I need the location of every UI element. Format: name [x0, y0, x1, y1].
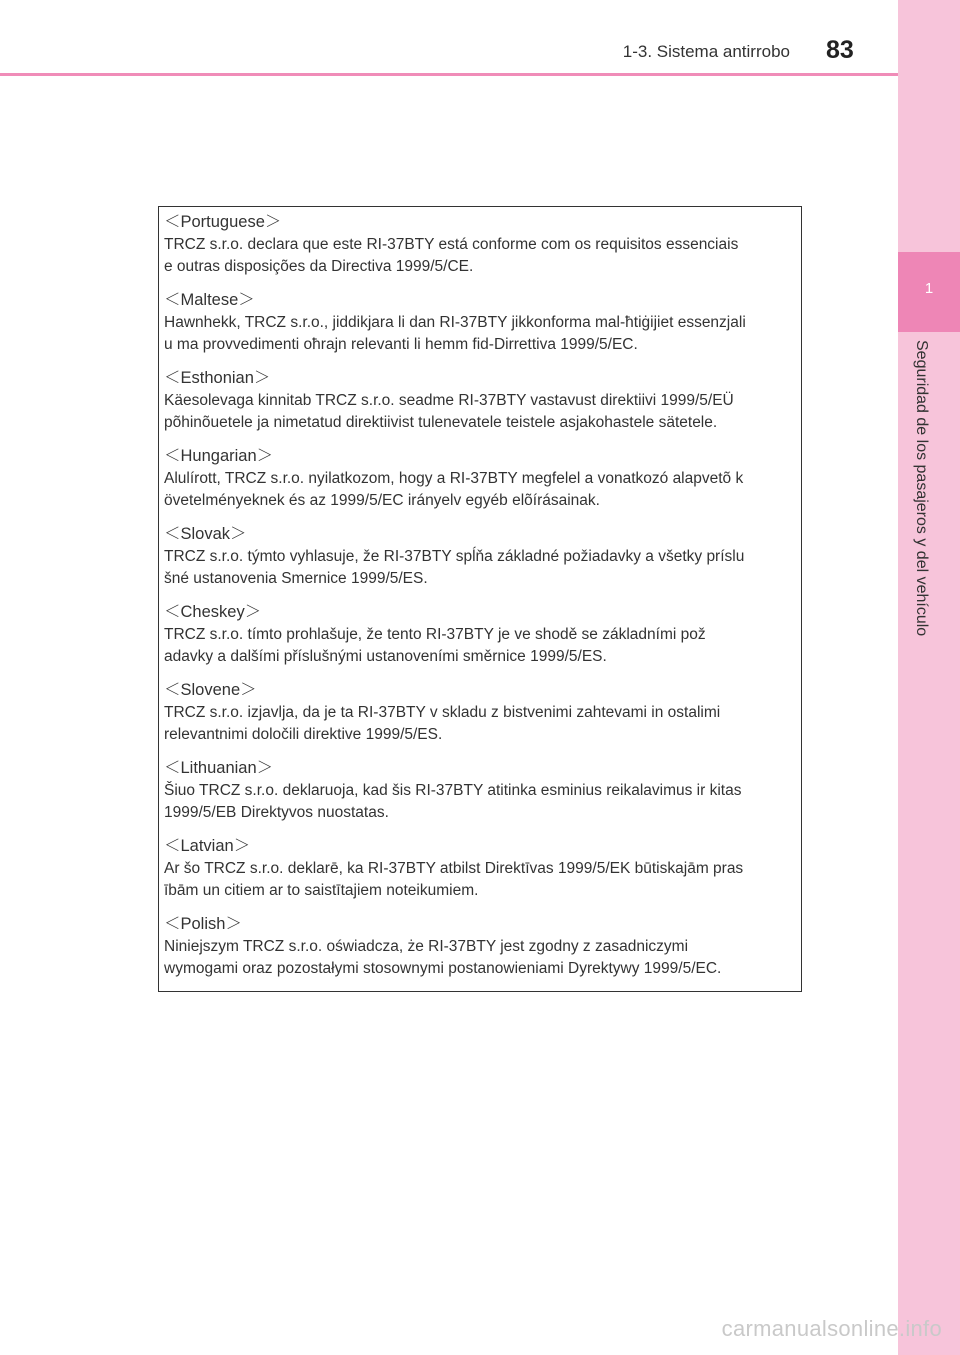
declaration-line: Alulírott, TRCZ s.r.o. nyilatkozom, hogy a RI-37BTY megfelel a vonatkozó alapvetõ k [164, 470, 744, 487]
declaration-section [164, 446, 797, 512]
declaration-line: Hawnhekk, TRCZ s.r.o., jiddikjara li dan RI-37BTY jikkonforma mal-ħtiġijiet essenzjali [164, 314, 746, 331]
declaration-line: övetelményeknek és az 1999/5/EC irányelv egyéb elõírásainak. [164, 492, 600, 509]
declaration-line: TRCZ s.r.o. týmto vyhlasuje, že RI-37BTY spĺňa základné požiadavky a všetky príslu [164, 548, 745, 565]
declaration-section [164, 758, 797, 824]
language-name: Slovak [180, 525, 231, 543]
declaration-line: põhinõuetele ja nimetatud direktiivist tulenevatele teistele asjakohastele sätetele. [164, 414, 718, 431]
declaration-line: relevantnimi določili direktive 1999/5/ES. [164, 726, 443, 743]
declaration-section [164, 290, 797, 356]
language-name: Portuguese [180, 213, 265, 231]
declaration-line: Šiuo TRCZ s.r.o. deklaruoja, kad šis RI-37BTY atitinka esminius reikalavimus ir kitas [164, 782, 742, 799]
declaration-section [164, 212, 797, 278]
declaration-line: wymogami oraz pozostałymi stosownymi postanowieniami Dyrektywy 1999/5/EC. [164, 960, 722, 977]
declaration-line: adavky a dalšími příslušnými ustanoveními směrnice 1999/5/ES. [164, 648, 607, 665]
chapter-label: Seguridad de los pasajeros y del vehículo [913, 340, 930, 637]
side-strip [898, 0, 960, 1355]
language-heading: ＜Portuguese＞ [164, 213, 282, 231]
language-heading: ＜Slovak＞ [164, 525, 247, 543]
declaration-line: TRCZ s.r.o. izjavlja, da je ta RI-37BTY v skladu z bistvenimi zahtevami in ostalimi [164, 704, 721, 721]
language-heading: ＜Latvian＞ [164, 837, 251, 855]
chapter-number: 1 [924, 280, 934, 297]
language-heading: ＜Polish＞ [164, 915, 242, 933]
language-name: Latvian [180, 837, 234, 855]
declaration-line: ībām un citiem ar to saistītajiem noteikumiem. [164, 882, 479, 899]
language-name: Lithuanian [180, 759, 257, 777]
declaration-line: Ar šo TRCZ s.r.o. deklarē, ka RI-37BTY atbilst Direktīvas 1999/5/EK būtiskajām pras [164, 860, 744, 877]
language-heading: ＜Lithuanian＞ [164, 759, 274, 777]
declaration-line: e outras disposições da Directiva 1999/5/CE. [164, 258, 474, 275]
declaration-line: TRCZ s.r.o. declara que este RI-37BTY está conforme com os requisitos essenciais [164, 236, 739, 253]
language-heading: ＜Maltese＞ [164, 291, 255, 309]
declaration-section [164, 914, 797, 980]
site-watermark: carmanualsonline.info [721, 1316, 942, 1341]
language-heading: ＜Slovene＞ [164, 681, 257, 699]
language-name: Maltese [180, 291, 239, 309]
declaration-line: Niniejszym TRCZ s.r.o. oświadcza, że RI-37BTY jest zgodny z zasadniczymi [164, 938, 689, 955]
language-heading: ＜Cheskey＞ [164, 603, 262, 621]
declaration-line: šné ustanovenia Smernice 1999/5/ES. [164, 570, 428, 587]
declaration-section [164, 368, 797, 434]
declaration-line: 1999/5/EB Direktyvos nuostatas. [164, 804, 389, 821]
section-title: 1-3. Sistema antirrobo [622, 42, 790, 61]
language-heading: ＜Hungarian＞ [164, 447, 274, 465]
declaration-line: Käesolevaga kinnitab TRCZ s.r.o. seadme RI-37BTY vastavust direktiivi 1999/5/EÜ [164, 392, 734, 409]
declaration-section [164, 602, 797, 668]
declaration-line: u ma provvedimenti oħrajn relevanti li hemm fid-Dirrettiva 1999/5/EC. [164, 336, 638, 353]
header-divider [0, 73, 898, 76]
language-name: Esthonian [180, 369, 254, 387]
declaration-section [164, 836, 797, 902]
chapter-tab[interactable] [898, 252, 960, 332]
declarations-box [158, 206, 802, 992]
language-name: Slovene [180, 681, 241, 699]
declaration-line: TRCZ s.r.o. tímto prohlašuje, že tento RI-37BTY je ve shodě se základními pož [164, 626, 706, 643]
page-number: 83 [826, 36, 854, 64]
language-name: Cheskey [180, 603, 245, 621]
declaration-section [164, 680, 797, 746]
declaration-section [164, 524, 797, 590]
language-heading: ＜Esthonian＞ [164, 369, 271, 387]
language-name: Polish [180, 915, 226, 933]
language-name: Hungarian [180, 447, 257, 465]
